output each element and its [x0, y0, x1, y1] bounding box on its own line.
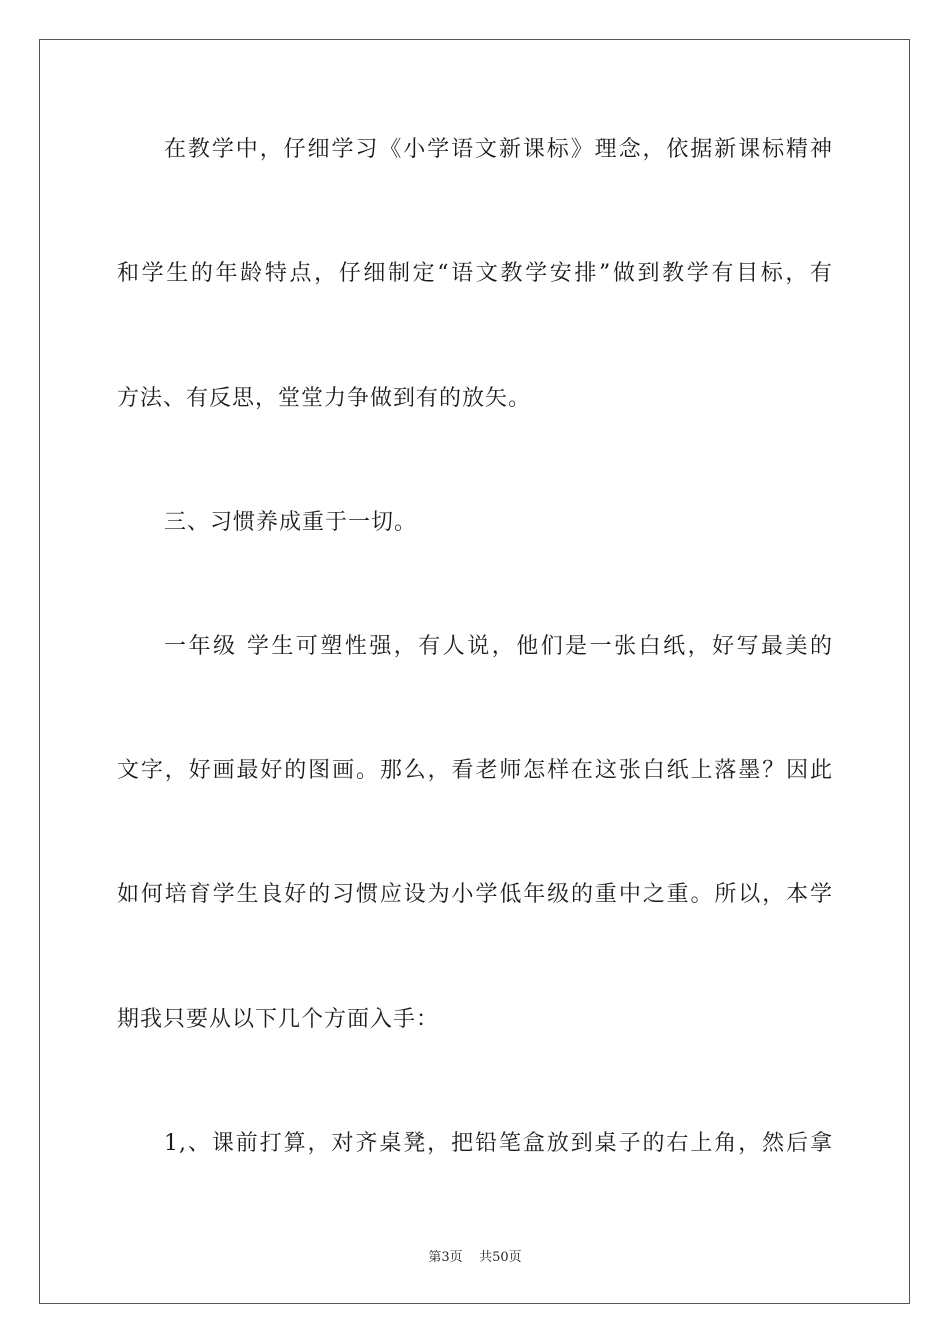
body-line-9: 1,、课前打算，对齐桌凳，把铅笔盒放到桌子的右上角，然后拿	[164, 1131, 833, 1156]
body-line-6: 文字，好画最好的图画。那么，看老师怎样在这张白纸上落墨？因此	[117, 758, 833, 783]
body-line-1: 在教学中，仔细学习《小学语文新课标》理念，依据新课标精神	[164, 137, 833, 162]
page-number-footer: 第3页 共50页	[428, 1250, 522, 1265]
page-border	[39, 39, 910, 1304]
body-line-5: 一年级 学生可塑性强，有人说，他们是一张白纸，好写最美的	[164, 634, 833, 659]
body-line-8: 期我只要从以下几个方面入手：	[117, 1007, 440, 1032]
body-line-7: 如何培育学生良好的习惯应设为小学低年级的重中之重。所以，本学	[117, 882, 833, 907]
body-line-3: 方法、有反思，堂堂力争做到有的放矢。	[117, 386, 532, 411]
body-line-2: 和学生的年龄特点，仔细制定“语文教学安排”做到教学有目标，有	[117, 261, 833, 286]
section-heading: 三、习惯养成重于一切。	[164, 510, 418, 535]
